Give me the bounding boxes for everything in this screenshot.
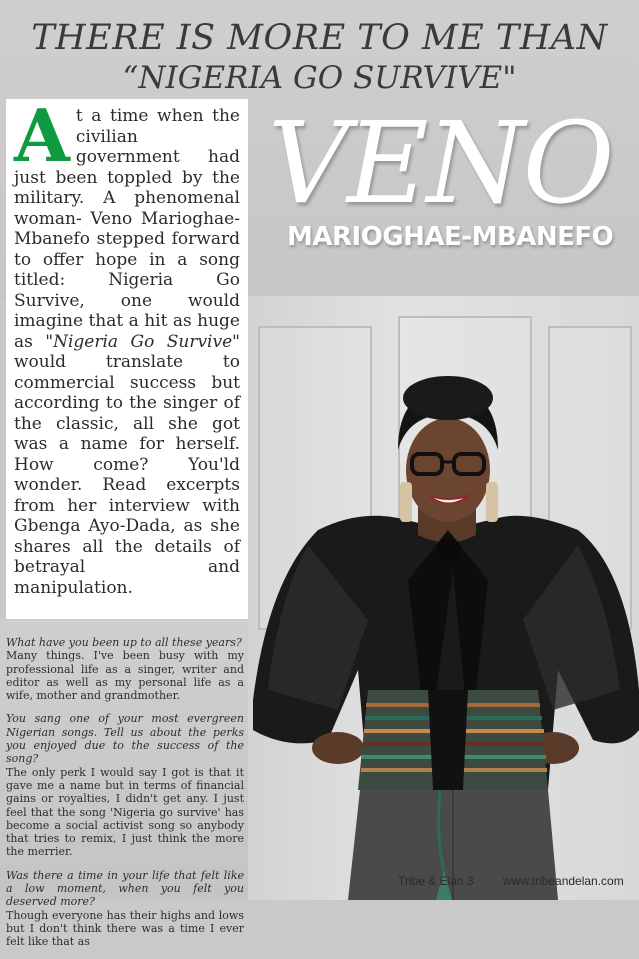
intro-emphasis: Nigeria Go Survive	[53, 331, 233, 352]
question: Was there a time in your life that felt like a low moment, when you felt you deserved more?	[6, 868, 244, 909]
interview-column	[6, 636, 244, 959]
intro-text-after: " would translate to commercial success but according to the singer of the classic, all she got was a name for herself. How come? You'ld wonder. Read excerpts from her interview with Gbenga Ayo-Dada, as she shares all the details of betrayal and manipulation.	[14, 331, 240, 598]
drop-cap: A	[14, 93, 70, 178]
question: You sang one of your most evergreen Nigerian songs. Tell us about the perks you enjoyed due to the success of the song?	[6, 712, 244, 766]
answer: Many things. I've been busy with my professional life as a singer, writer and editor as well as my personal life as a wife, mother and grandmother.	[6, 649, 244, 703]
intro-paragraph	[14, 93, 240, 598]
intro-box	[6, 93, 248, 619]
headline	[0, 18, 639, 96]
answer: The only perk I would say I got is that it gave me a name but in terms of financial gains or royalties, I didn't get any. I just feel that the song 'Nigeria go survive' has become a social activist song so anybody that tries to remix, I just think the more the merrier.	[6, 765, 244, 859]
intro-text-before: t a time when the civilian government had just been toppled by the military. A phenomenal woman- Veno Marioghae-Mbanefo stepped forward to offer hope in a song titled: Nigeria Go Survive, one would imagine that a hit as huge as "	[14, 106, 240, 352]
footer-issue: Tribe & Elan 3	[398, 874, 474, 888]
footer-website: www.tribeandelan.com	[503, 874, 624, 888]
name-first: VENO	[268, 99, 613, 229]
headline-line-2: “NIGERIA GO SURVIVE"	[122, 60, 517, 96]
name-last: MARIOGHAE-MBANEFO	[287, 222, 614, 252]
answer: Though everyone has their highs and lows but I don't think there was a time I ever felt like that as	[6, 908, 244, 949]
headline-line-1: THERE IS MORE TO ME THAN	[31, 18, 608, 58]
question: What have you been up to all these years?	[6, 636, 242, 649]
portrait-photo	[248, 370, 639, 900]
